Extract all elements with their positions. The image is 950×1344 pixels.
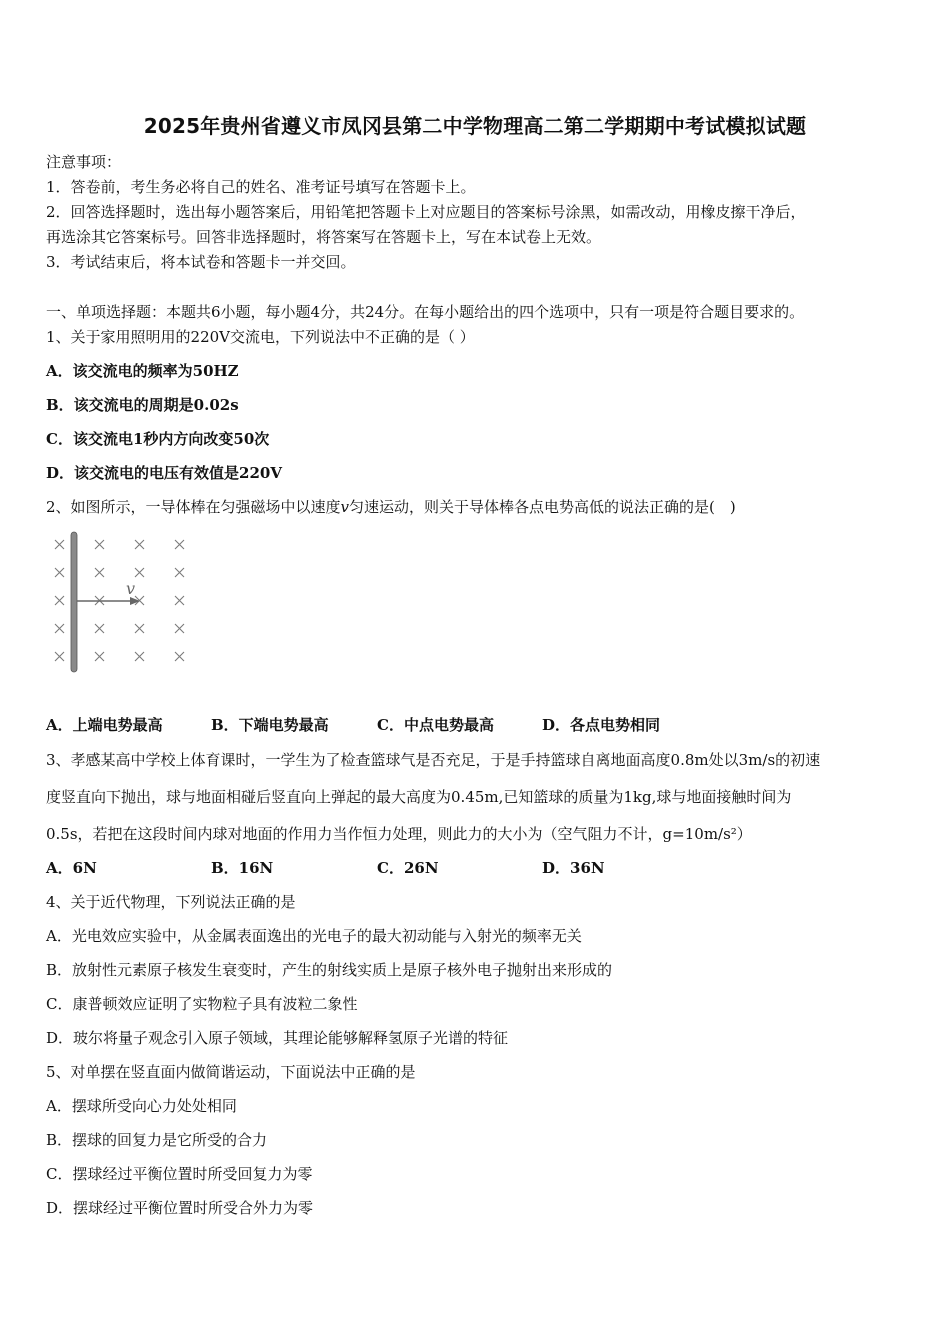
q3-option-b: B．16N [211, 859, 274, 877]
page-title: 2025年贵州省遵义市凤冈县第二中学物理高二第二学期期中考试模拟试题 [143, 114, 807, 138]
q2-option-b: B．下端电势最高 [211, 716, 329, 734]
q2-stem-pre: 2、如图所示，一导体棒在匀强磁场中以速度 [46, 498, 341, 516]
q3-option-a: A．6N [46, 859, 97, 877]
q4-stem: 4、关于近代物理，下列说法正确的是 [46, 893, 296, 911]
q1-stem: 1、关于家用照明用的220V交流电，下列说法中不正确的是（ ） [46, 328, 475, 346]
q5-option-d: D．摆球经过平衡位置时所受合外力为零 [46, 1199, 314, 1217]
q2-option-c: C．中点电势最高 [377, 716, 494, 734]
q4-option-b: B．放射性元素原子核发生衰变时，产生的射线实质上是原子核外电子抛射出来形成的 [46, 961, 613, 979]
q4-option-a: A．光电效应实验中，从金属表面逸出的光电子的最大初动能与入射光的频率无关 [46, 927, 582, 945]
notice-item-2b: 再选涂其它答案标号。回答非选择题时，将答案写在答题卡上，写在本试卷上无效。 [46, 228, 602, 246]
conductor-rod [71, 532, 77, 672]
notice-item-3: 3．考试结束后，将本试卷和答题卡一并交回。 [46, 253, 356, 271]
notice-item-1: 1．答卷前，考生务必将自己的姓名、准考证号填写在答题卡上。 [46, 178, 476, 196]
notice-item-2a: 2．回答选择题时，选出每小题答案后，用铅笔把答题卡上对应题目的答案标号涂黑，如需改动，用橡皮擦干净后， [46, 203, 806, 221]
q3-stem-line1: 3、孝感某高中学校上体育课时，一学生为了检查篮球气是否充足，于是手持篮球自离地面高度0.8m处以3m/s的初速 [46, 751, 821, 769]
q3-option-c: C．26N [377, 859, 439, 877]
velocity-label: v [126, 579, 136, 598]
q5-stem: 5、对单摆在竖直面内做简谐运动，下面说法中正确的是 [46, 1063, 416, 1081]
q2-stem-post: 匀速运动，则关于导体棒各点电势高低的说法正确的是( ) [349, 498, 736, 516]
section-heading: 一、单项选择题：本题共6小题，每小题4分，共24分。在每小题给出的四个选项中，只有一项是符合题目要求的。 [46, 303, 805, 321]
q3-option-d: D．36N [542, 859, 605, 877]
velocity-arrow-head [130, 597, 140, 605]
q5-option-c: C．摆球经过平衡位置时所受回复力为零 [46, 1165, 313, 1183]
q2-stem-v: v [340, 498, 350, 516]
q1-option-a: A．该交流电的频率为50HZ [46, 362, 239, 380]
q4-option-c: C．康普顿效应证明了实物粒子具有波粒二象性 [46, 995, 358, 1013]
q4-option-d: D．玻尔将量子观念引入原子领域，其理论能够解释氢原子光谱的特征 [46, 1029, 509, 1047]
magnetic-field-figure [46, 530, 206, 680]
q1-option-c: C．该交流电1秒内方向改变50次 [46, 430, 270, 448]
q1-option-d: D．该交流电的电压有效值是220V [46, 464, 282, 482]
notice-heading: 注意事项： [46, 153, 122, 171]
q2-option-d: D．各点电势相同 [542, 716, 661, 734]
q2-stem [46, 497, 736, 517]
q5-option-b: B．摆球的回复力是它所受的合力 [46, 1131, 268, 1149]
q5-option-a: A．摆球所受向心力处处相同 [46, 1097, 237, 1115]
q2-option-a: A．上端电势最高 [46, 716, 163, 734]
q3-stem-line2: 度竖直向下抛出，球与地面相碰后竖直向上弹起的最大高度为0.45m,已知篮球的质量为1kg,球与地面接触时间为 [46, 788, 792, 806]
q1-option-b: B．该交流电的周期是0.02s [46, 396, 239, 414]
q3-stem-line3: 0.5s，若把在这段时间内球对地面的作用力当作恒力处理，则此力的大小为（空气阻力不计，g=10m/s²） [46, 825, 752, 843]
